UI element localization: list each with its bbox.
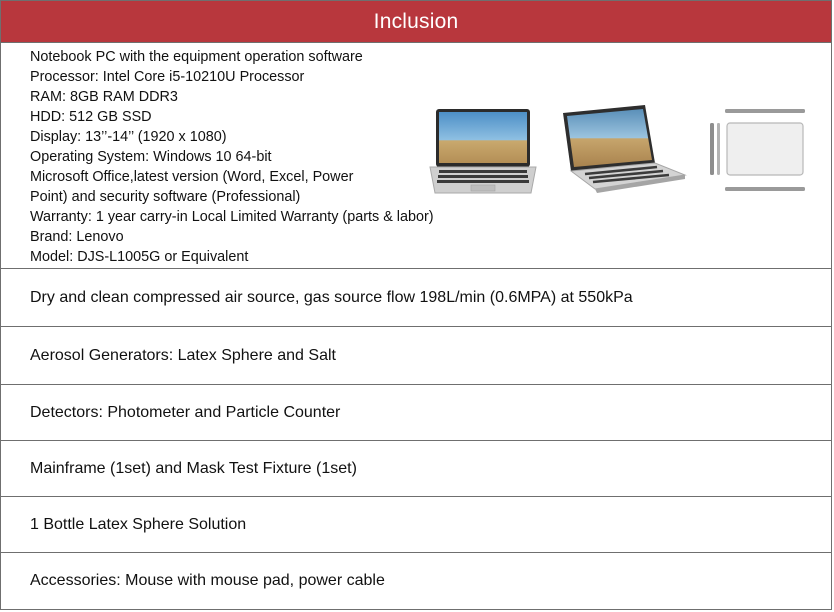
inclusion-row	[1, 496, 831, 552]
spec-line: Display: 13’’-14’’ (1920 x 1080)	[30, 129, 227, 145]
inclusion-row	[1, 552, 831, 609]
inclusion-row	[1, 326, 831, 384]
inclusion-row	[1, 384, 831, 440]
inclusion-header	[1, 1, 831, 43]
spec-line: Processor: Intel Core i5-10210U Processor	[30, 69, 305, 85]
spec-line: Model: DJS-L1005G or Equivalent	[30, 249, 249, 265]
inclusion-row	[1, 268, 831, 326]
spec-line: Point) and security software (Professional)	[30, 189, 301, 205]
laptop-angled-image	[559, 103, 689, 199]
notebook-spec-list	[30, 47, 434, 267]
inclusion-item-text: Dry and clean compressed air source, gas source flow 198L/min (0.6MPA) at 550kPa	[30, 288, 633, 306]
laptop-side-views-image	[707, 107, 811, 197]
notebook-row	[1, 43, 831, 268]
spec-line: Microsoft Office,latest version (Word, Excel, Power	[30, 169, 354, 185]
spec-line: Notebook PC with the equipment operation software	[30, 49, 363, 65]
inclusion-item-text: 1 Bottle Latex Sphere Solution	[30, 515, 247, 533]
inclusion-row	[1, 440, 831, 496]
inclusion-title: Inclusion	[373, 9, 459, 33]
laptop-front-image	[427, 107, 539, 197]
inclusion-item-text: Detectors: Photometer and Particle Counter	[30, 403, 341, 421]
spec-line: Brand: Lenovo	[30, 229, 124, 245]
laptop-images	[419, 107, 819, 207]
inclusion-item-text: Accessories: Mouse with mouse pad, power cable	[30, 572, 385, 589]
spec-line: RAM: 8GB RAM DDR3	[30, 89, 178, 105]
spec-line: Warranty: 1 year carry-in Local Limited Warranty (parts & labor)	[30, 209, 434, 225]
inclusion-item-text: Aerosol Generators: Latex Sphere and Salt	[30, 346, 336, 364]
spec-line: HDD: 512 GB SSD	[30, 109, 152, 125]
inclusion-item-text: Mainframe (1set) and Mask Test Fixture (1set)	[30, 459, 357, 477]
spec-line: Operating System: Windows 10 64-bit	[30, 149, 272, 165]
